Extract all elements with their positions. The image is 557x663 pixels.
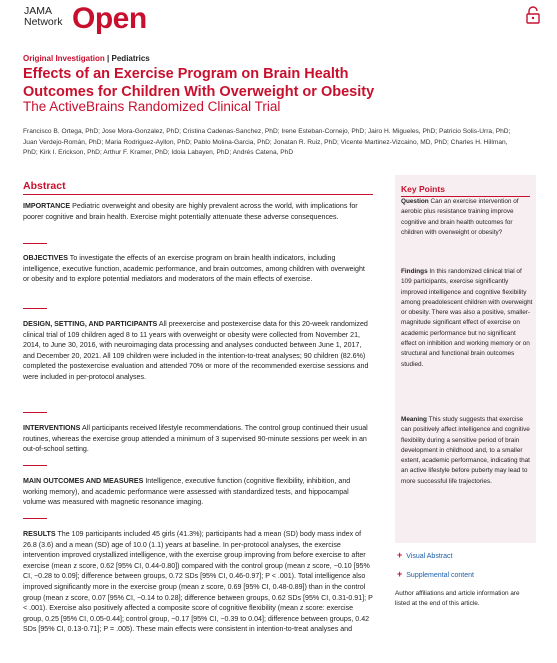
journal-logo-open[interactable]: Open (72, 2, 147, 35)
importance-label: IMPORTANCE (23, 202, 71, 210)
key-point-findings (401, 267, 533, 370)
plus-icon: + (397, 550, 403, 560)
question-label: Question (401, 198, 429, 205)
findings-label: Findings (401, 268, 428, 275)
abstract-results (23, 529, 373, 635)
outcomes-text: Intelligence, executive function (cognitive flexibility, inhibition, and working memory), and academic performance were assessed with standardized tests, and hippocampal volume was measured with magnetic resonance imaging. (23, 477, 351, 507)
plus-icon: + (397, 569, 403, 579)
key-points-box (395, 175, 536, 543)
objectives-label: OBJECTIVES (23, 254, 68, 262)
logo-line-network: Network (24, 16, 63, 28)
author-list: Francisco B. Ortega, PhD; Jose Mora-Gonzalez, PhD; Cristina Cadenas-Sanchez, PhD; Irene Esteban-Cornejo, PhD; Jairo H. Migueles, PhD; Patricio Solis-Urra, PhD; Juan Verdejo-Román, PhD; Maria Rodriguez-Ayllon, PhD; Pablo Molina-Garcia, PhD; Jonatan R. Ruiz, PhD; Vicente Martinez-Vizcaino, MD, PhD; Charles H. Hillman, PhD; Kirk I. Erickson, PhD; Arthur F. Kramer, PhD; Idoia Labayen, PhD; Andrés Catena, PhD (23, 128, 511, 156)
affiliations-note: Author affiliations and article information are listed at the end of this article. (395, 590, 520, 607)
abstract-objectives (23, 253, 373, 285)
abstract-rule (23, 194, 373, 195)
article-section: Pediatrics (111, 54, 150, 63)
meaning-label: Meaning (401, 416, 427, 423)
section-divider (23, 308, 47, 309)
section-divider (23, 243, 47, 244)
article-title: Effects of an Exercise Program on Brain Health Outcomes for Children With Overweight or Obesity (23, 66, 375, 100)
findings-text: In this randomized clinical trial of 109 participants, exercise significantly improved intelligence and cognitive flexibility among preadolescent children with overweight or obesity. There was also a positive, smaller-magnitude significant effect of exercise on academic performance but no significant effect on inhibition and working memory or on structural and functional brain outcomes studied. (401, 268, 533, 368)
objectives-text: To investigate the effects of an exercise program on brain health indicators, including intelligence, executive function, academic performance, and brain outcomes, among children with overweight or obesity and to explore potential mediators and moderators of the main effects of exercise. (23, 254, 365, 284)
meta-separator: | (107, 54, 110, 63)
abstract-importance (23, 201, 373, 222)
design-label: DESIGN, SETTING, AND PARTICIPANTS (23, 320, 158, 328)
question-text: Can an exercise intervention of aerobic plus resistance training improve cognitive and brain health outcomes for children with overweight or obesity? (401, 198, 519, 236)
interventions-text: All participants received lifestyle recommendations. The control group continued their usual routines, whereas the exercise group attended a minimum of 3 supervised 90-minute sessions per week in an out-of-school setting. (23, 424, 368, 454)
key-point-question (401, 197, 533, 238)
design-text: All preexercise and postexercise data for this 20-week randomized clinical trial of 109 children aged 8 to 11 years with overweight or obesity were collected from November 21, 2014, to June 30, 2016, with neuroimaging data processing and analyses conducted between June 1, 2017, and December 20, 2021. All 109 children were included in the intention-to-treat analyses; 90 children (82.6%) completed the postexercise evaluation and attended 70% or more of the recommended exercise sessions and were included in per-protocol analyses. (23, 320, 369, 381)
meaning-text: This study suggests that exercise can positively affect intelligence and cognitive flexibility during a sensitive period of brain development in childhood and, to a smaller extent, academic performance, indicating that an active lifestyle before puberty may lead to more successful life trajectories. (401, 416, 530, 485)
article-type: Original Investigation (23, 54, 105, 63)
results-text: The 109 participants included 45 girls (41.3%); participants had a mean (SD) body mass index of 26.8 (3.6) and a mean (SD) age of 10.0 (1.1) years at baseline. In per-protocol analyses, the exercise intervention improved crystallized intelligence, with the exercise group improving from before exercise to after exercise (mean z score, 0.62 [95% CI, 0.44-0.80]) compared with the control group (mean z score, −0.10 [95% CI, −0.28 to 0.09]; difference between groups, 0.72 SDs [95% CI, 0.46-0.97]; P < .001). Total intelligence also improved significantly more in the exercise group (mean z score, 0.69 [95% CI, 0.48-0.89]) than in the control group (mean z score, 0.07 [95% CI, −0.14 to 0.28]; difference between groups, 0.62 SDs [95% CI, 0.31-0.91]; P < .001). Exercise also positively affected a composite score of cognitive flexibility (mean z score: exercise group, 0.25 [95% CI, 0.05-0.44]; control group, −0.17 [95% CI, −0.39 to 0.04]; difference between groups, 0.42 SDs [95% CI, 0.13-0.71]; P = .005). These main effects were consistent in intention-to-treat analyses and (23, 530, 373, 634)
outcomes-label: MAIN OUTCOMES AND MEASURES (23, 477, 144, 485)
key-points-heading: Key Points (401, 184, 445, 194)
interventions-label: INTERVENTIONS (23, 424, 81, 432)
open-access-lock-icon (526, 6, 540, 24)
section-divider (23, 412, 47, 413)
visual-abstract-label: Visual Abstract (406, 553, 453, 560)
importance-text: Pediatric overweight and obesity are highly prevalent across the world, with implications for poorer cognitive and brain health. Exercise might potentially attenuate these adverse consequences. (23, 202, 358, 221)
key-point-meaning (401, 415, 533, 487)
supplemental-content-label: Supplemental content (406, 572, 474, 579)
abstract-design (23, 319, 373, 383)
supplemental-content-link[interactable] (397, 569, 474, 579)
article-subtitle: The ActiveBrains Randomized Clinical Trial (23, 99, 281, 114)
section-divider (23, 518, 47, 519)
abstract-heading: Abstract (23, 180, 66, 192)
logo-line-jama: JAMA (24, 5, 53, 17)
journal-header (20, 4, 540, 38)
article-meta (23, 54, 150, 63)
results-label: RESULTS (23, 530, 56, 538)
section-divider (23, 465, 47, 466)
visual-abstract-link[interactable] (397, 550, 452, 560)
abstract-interventions (23, 423, 373, 455)
abstract-outcomes (23, 476, 373, 508)
journal-logo-text[interactable] (24, 6, 63, 28)
